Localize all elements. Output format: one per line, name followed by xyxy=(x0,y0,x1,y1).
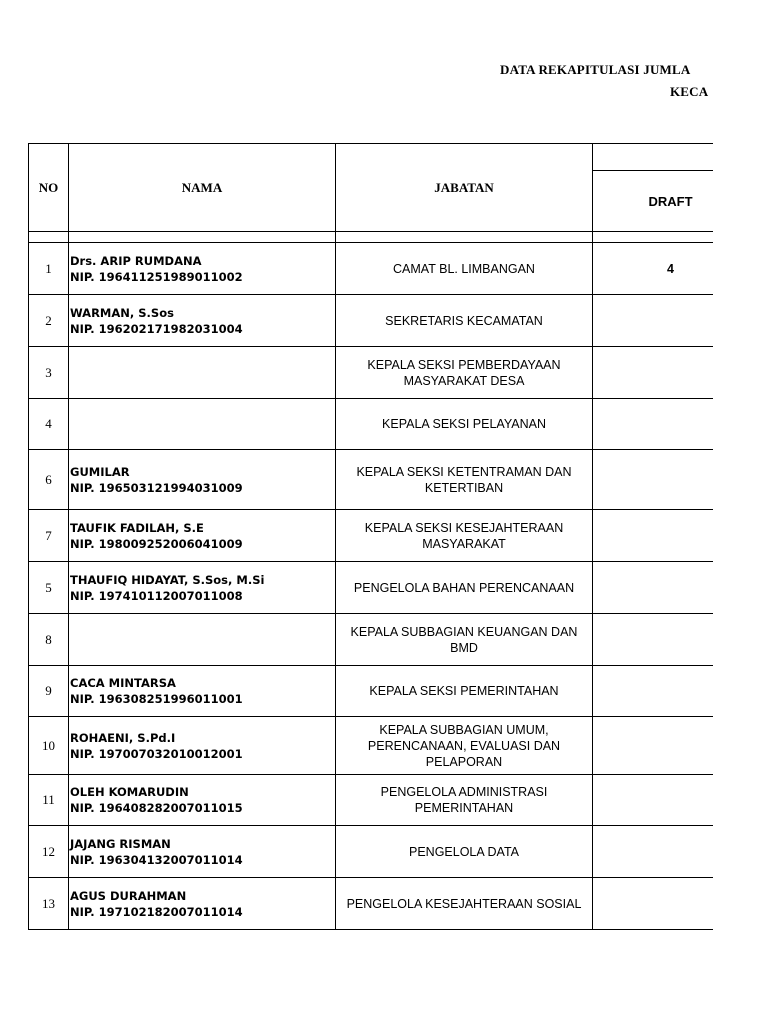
employee-nip: NIP. 196202171982031004 xyxy=(70,321,243,336)
row-number: 4 xyxy=(29,399,69,450)
employee-name: ROHAENI, S.Pd.I xyxy=(70,730,176,745)
position-cell: KEPALA SUBBAGIAN UMUM, PERENCANAAN, EVALUASI DAN PELAPORAN xyxy=(336,717,593,775)
employee-cell xyxy=(69,295,336,347)
position-cell: KEPALA SEKSI PEMBERDAYAAN MASYARAKAT DESA xyxy=(336,347,593,399)
table-row xyxy=(29,562,714,614)
employee-name: TAUFIK FADILAH, S.E xyxy=(70,520,204,535)
row-number: 3 xyxy=(29,347,69,399)
draft-cell xyxy=(593,347,714,399)
employee-cell xyxy=(69,666,336,717)
table-row xyxy=(29,826,714,878)
row-number: 12 xyxy=(29,826,69,878)
draft-cell: 4 xyxy=(593,243,714,295)
employee-cell xyxy=(69,878,336,930)
employee-cell xyxy=(69,399,336,450)
employee-cell xyxy=(69,717,336,775)
employee-cell xyxy=(69,510,336,562)
header-jabatan: JABATAN xyxy=(336,144,593,232)
row-number: 2 xyxy=(29,295,69,347)
table-row xyxy=(29,666,714,717)
draft-cell xyxy=(593,562,714,614)
employee-name: AGUS DURAHMAN xyxy=(70,888,187,903)
header-draft: DRAFT xyxy=(593,171,714,232)
table-row xyxy=(29,243,714,295)
employee-cell xyxy=(69,347,336,399)
employee-cell xyxy=(69,826,336,878)
draft-cell xyxy=(593,399,714,450)
table-row xyxy=(29,775,714,826)
employee-name: JAJANG RISMAN xyxy=(70,836,171,851)
employee-name: THAUFIQ HIDAYAT, S.Sos, M.Si xyxy=(70,572,265,587)
employee-name: Drs. ARIP RUMDANA xyxy=(70,253,202,268)
table-row xyxy=(29,295,714,347)
employee-name: CACA MINTARSA xyxy=(70,676,176,690)
employee-nip: NIP. 196308251996011001 xyxy=(70,692,243,706)
position-cell: KEPALA SEKSI KESEJAHTERAAN MASYARAKAT xyxy=(336,510,593,562)
header-group xyxy=(593,144,714,171)
position-cell: PENGELOLA BAHAN PERENCANAAN xyxy=(336,562,593,614)
document-title-line1: DATA REKAPITULASI JUMLA xyxy=(500,62,691,77)
row-number: 6 xyxy=(29,450,69,510)
row-number: 7 xyxy=(29,510,69,562)
draft-cell xyxy=(593,826,714,878)
position-cell: PENGELOLA ADMINISTRASI PEMERINTAHAN xyxy=(336,775,593,826)
draft-cell xyxy=(593,450,714,510)
header-nama: NAMA xyxy=(69,144,336,232)
draft-cell xyxy=(593,614,714,666)
row-number: 5 xyxy=(29,562,69,614)
employee-cell xyxy=(69,243,336,295)
employee-nip: NIP. 197410112007011008 xyxy=(70,588,243,603)
employee-nip: NIP. 198009252006041009 xyxy=(70,536,243,551)
employee-nip: NIP. 197007032010012001 xyxy=(70,746,243,761)
employee-name: GUMILAR xyxy=(70,464,130,479)
row-number: 13 xyxy=(29,878,69,930)
row-number: 1 xyxy=(29,243,69,295)
employee-name: OLEH KOMARUDIN xyxy=(70,785,189,799)
position-cell: KEPALA SUBBAGIAN KEUANGAN DAN BMD xyxy=(336,614,593,666)
position-cell: CAMAT BL. LIMBANGAN xyxy=(336,243,593,295)
row-number: 10 xyxy=(29,717,69,775)
position-cell: SEKRETARIS KECAMATAN xyxy=(336,295,593,347)
draft-cell xyxy=(593,666,714,717)
draft-cell xyxy=(593,775,714,826)
recap-table xyxy=(28,143,713,930)
employee-cell xyxy=(69,614,336,666)
row-number: 11 xyxy=(29,775,69,826)
employee-nip: NIP. 196503121994031009 xyxy=(70,480,243,495)
position-cell: KEPALA SEKSI PELAYANAN xyxy=(336,399,593,450)
employee-nip: NIP. 197102182007011014 xyxy=(70,904,243,919)
table-row xyxy=(29,717,714,775)
row-number: 9 xyxy=(29,666,69,717)
draft-cell xyxy=(593,717,714,775)
employee-cell xyxy=(69,775,336,826)
draft-cell xyxy=(593,510,714,562)
position-cell: PENGELOLA KESEJAHTERAAN SOSIAL xyxy=(336,878,593,930)
employee-nip: NIP. 196304132007011014 xyxy=(70,852,243,867)
header-spacer-row xyxy=(29,232,714,243)
draft-cell xyxy=(593,295,714,347)
position-cell: KEPALA SEKSI PEMERINTAHAN xyxy=(336,666,593,717)
employee-cell xyxy=(69,562,336,614)
table-row xyxy=(29,614,714,666)
row-number: 8 xyxy=(29,614,69,666)
employee-name: WARMAN, S.Sos xyxy=(70,305,174,320)
position-cell: PENGELOLA DATA xyxy=(336,826,593,878)
table-row xyxy=(29,450,714,510)
employee-nip: NIP. 196408282007011015 xyxy=(70,801,243,815)
table-row xyxy=(29,878,714,930)
table-row xyxy=(29,347,714,399)
position-cell: KEPALA SEKSI KETENTRAMAN DAN KETERTIBAN xyxy=(336,450,593,510)
header-no: NO xyxy=(29,144,69,232)
table-row xyxy=(29,510,714,562)
draft-cell xyxy=(593,878,714,930)
document-title-line2: KECA xyxy=(670,84,709,99)
table-body xyxy=(29,243,714,930)
employee-nip: NIP. 196411251989011002 xyxy=(70,269,243,284)
table-row xyxy=(29,399,714,450)
employee-cell xyxy=(69,450,336,510)
